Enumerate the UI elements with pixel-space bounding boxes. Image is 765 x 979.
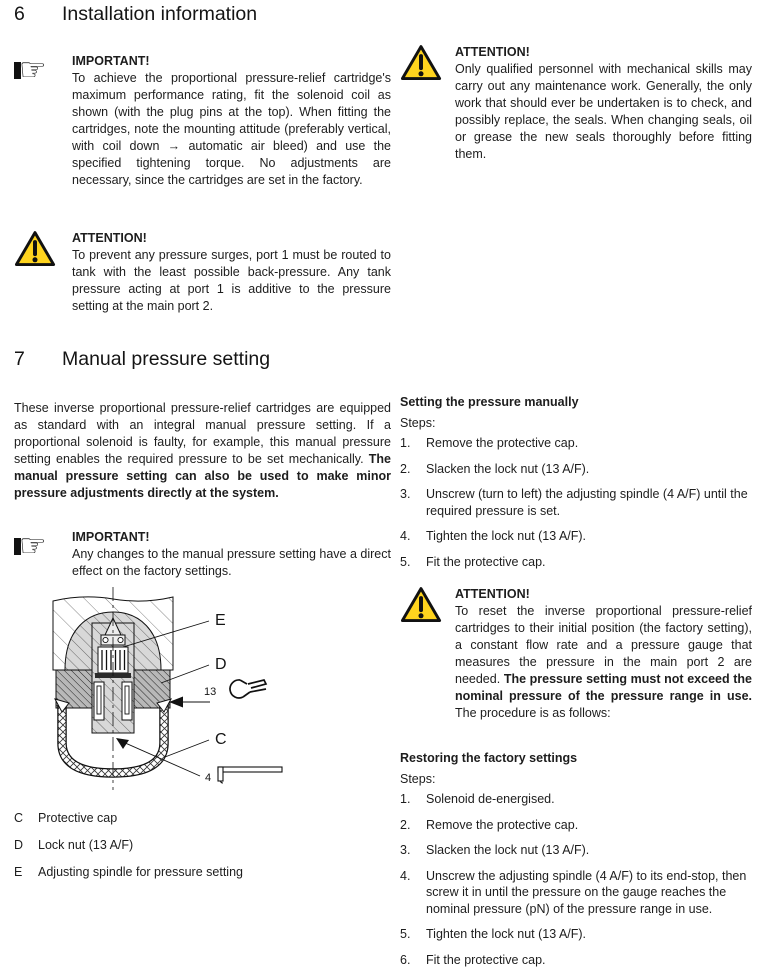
left-column xyxy=(14,0,391,891)
warning-triangle-icon xyxy=(14,230,56,268)
diagram-label-e: E xyxy=(215,612,226,629)
warning-triangle-icon xyxy=(400,586,442,624)
section-7-heading xyxy=(14,347,391,371)
attention-text: To reset the inverse proportional pressure-relief cartridges to their initial position (the factory setting), a constant flow rate and a pressure gauge that measures the pressure in the main port 2 are needed. The pressure setting must not exceed the nominal pressure of the pressure range in use. The procedure is as follows: xyxy=(455,604,752,720)
pointing-hand-icon: ☞ xyxy=(14,533,47,559)
step-item: Slacken the lock nut (13 A/F). xyxy=(426,461,590,476)
section-7-number: 7 xyxy=(14,348,25,370)
important-text: Any changes to the manual pressure setting have a direct effect on the factory settings. xyxy=(72,547,391,578)
right-column xyxy=(400,0,752,977)
step-item: Remove the protective cap. xyxy=(426,436,579,450)
legend-item-d: D Lock nut (13 A/F) xyxy=(14,838,134,852)
wrench-size-label: 13 xyxy=(204,686,217,698)
attention-label: ATTENTION! xyxy=(72,231,147,245)
important-text: To achieve the proportional pressure-relief cartridge's maximum performance rating, fit the solenoid coil as shown (with the plug pins at the top). When fitting the cartridges, note the mounting attitude (preferably vertical, with coil down → automatic air bleed) and use the specified tightening torque. No adjustments are necessary, since the cartridges are set in the factory. xyxy=(72,71,391,187)
section-7-title: Manual pressure setting xyxy=(62,348,271,370)
step-item: Slacken the lock nut (13 A/F). xyxy=(426,843,590,857)
steps-label: Steps: xyxy=(400,772,436,786)
attention-note-maintenance xyxy=(400,44,752,163)
legend-item-e: E Adjusting spindle for pressure setting xyxy=(14,865,243,879)
step-item: Fit the protective cap. xyxy=(426,952,546,967)
diagram-legend xyxy=(14,810,391,881)
section-6-number: 6 xyxy=(14,3,25,25)
step-item: Unscrew (turn to left) the adjusting spindle (4 A/F) until the required pressure is set. xyxy=(426,487,748,518)
section-6-heading xyxy=(14,2,391,26)
important-note-manual-setting xyxy=(14,529,391,580)
attention-note-pressure-surges xyxy=(14,230,391,315)
legend-item-c: C Protective cap xyxy=(14,811,118,825)
diagram-label-c: C xyxy=(215,731,227,748)
attention-text: To prevent any pressure surges, port 1 must be routed to tank with the least possible back-pressure. Any tank pressure acting at port 1 is additive to the pressure setting at the main port 2. xyxy=(72,248,391,313)
setting-steps-list xyxy=(400,435,752,570)
step-item: Unscrew the adjusting spindle (4 A/F) to its end-stop, then screw it in until the pressure on the gauge reaches the nominal pressure (pN) of the pressure range in use. xyxy=(426,868,747,916)
step-item: Fit the protective cap. xyxy=(426,554,546,569)
wrench-icon xyxy=(230,680,266,698)
allen-size-label: 4 xyxy=(205,772,212,784)
section-6-title: Installation information xyxy=(62,3,258,25)
section-7-intro: These inverse proportional pressure-relief cartridges are equipped as standard with an integral manual pressure setting. If a proportional solenoid is faulty, for example, this manual pressure setting enables the required pressure to be set mechanically. The manual pressure setting can also be used to make minor pressure adjustments directly at the system. xyxy=(14,401,391,500)
attention-text: Only qualified personnel with mechanical skills may carry out any maintenance work. Generally, the only work that should ever be undertaken is to check, and possibly replace, the seals. When changing seals, oil or grease the new seals thoroughly before fitting them. xyxy=(455,62,752,161)
cartridge-cross-section-diagram xyxy=(28,585,391,808)
setting-pressure-heading: Setting the pressure manually xyxy=(400,395,579,409)
attention-label: ATTENTION! xyxy=(455,587,530,601)
step-item: Tighten the lock nut (13 A/F). xyxy=(426,927,587,941)
restoring-steps-list xyxy=(400,791,752,968)
important-label: IMPORTANT! xyxy=(72,54,150,68)
warning-triangle-icon xyxy=(400,44,442,82)
allen-key-icon xyxy=(218,767,282,783)
step-item: Remove the protective cap. xyxy=(426,817,579,832)
step-item: Tighten the lock nut (13 A/F). xyxy=(426,529,587,543)
attention-label: ATTENTION! xyxy=(455,45,530,59)
pointing-hand-icon: ☞ xyxy=(14,57,47,83)
attention-note-reset xyxy=(400,586,752,722)
steps-label: Steps: xyxy=(400,416,436,430)
important-label: IMPORTANT! xyxy=(72,530,150,544)
restoring-heading: Restoring the factory settings xyxy=(400,751,578,765)
diagram-label-d: D xyxy=(215,656,227,673)
important-note-installation xyxy=(14,53,391,189)
step-item: Solenoid de-energised. xyxy=(426,792,555,806)
